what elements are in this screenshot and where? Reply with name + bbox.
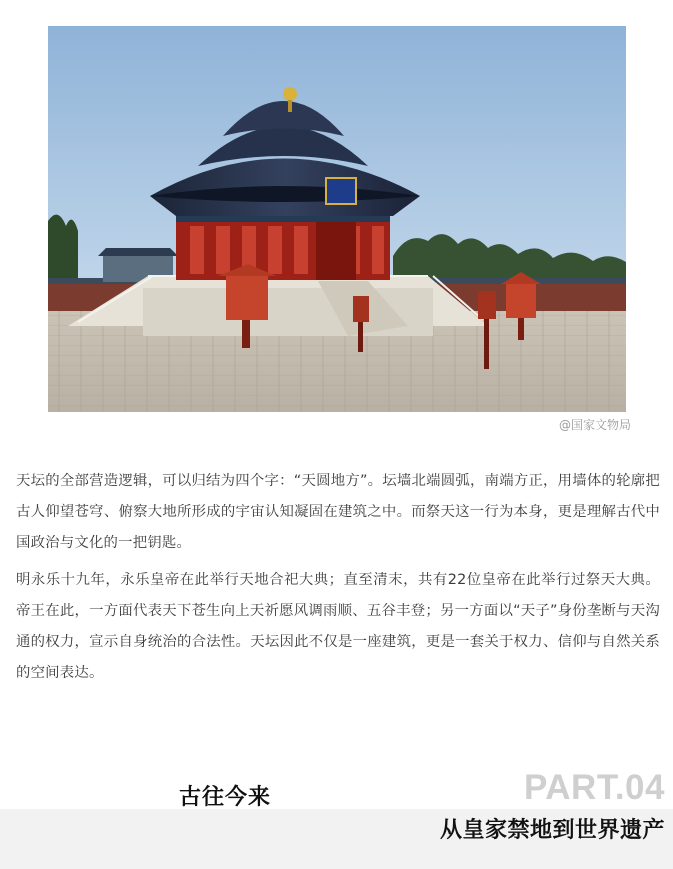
section-subtitle: 从皇家禁地到世界遗产 — [439, 818, 665, 843]
article-paragraph: 天坛的全部营造逻辑，可以归结为四个字：“天圆地方”。坛墙北端圆弧，南端方正，用墙体的轮廓把古人仰望苍穹、俯察大地所形成的宇宙认知凝固在建筑之中。而祭天这一行为本身，更是理解古代中国政治与文化的一把钥匙。 — [16, 473, 660, 551]
article-paragraph: 明永乐十九年，永乐皇帝在此举行天地合祀大典；直至清末，共有22位皇帝在此举行过祭天大典。帝王在此，一方面代表天下苍生向上天祈愿风调雨顺、五谷丰登；另一方面以“天子”身份垄断与天沟通的权力，宣示自身统治的合法性。天坛因此不仅是一座建筑，更是一套关于权力、信仰与自然关系的空间表达。 — [16, 572, 660, 681]
photo-credit: @国家文物局 — [558, 418, 631, 432]
part-number-label: PART.04 — [524, 768, 665, 807]
section-title: 古往今来 — [179, 785, 272, 810]
temple-photo — [48, 26, 626, 412]
